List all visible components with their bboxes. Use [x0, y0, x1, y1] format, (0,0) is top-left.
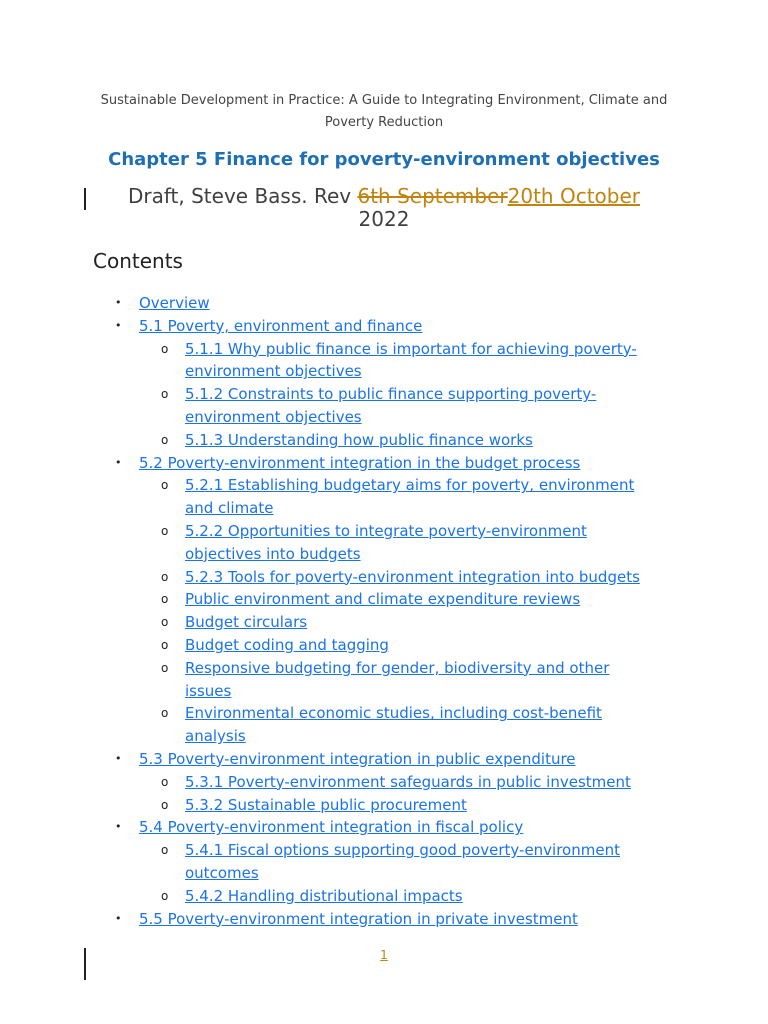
bullet-dot-icon: •	[115, 751, 122, 765]
bullet-circle-icon: o	[161, 706, 169, 721]
toc-link[interactable]: 5.5 Poverty-environment integration in private investment	[139, 909, 578, 928]
toc-entry	[0, 292, 659, 315]
bullet-dot-icon: •	[115, 318, 122, 332]
bullet-circle-icon: o	[161, 888, 169, 903]
bullet-circle-icon: o	[161, 523, 169, 538]
toc-link[interactable]: 5.2.3 Tools for poverty-environment integration into budgets	[185, 567, 640, 586]
toc-link[interactable]: Public environment and climate expenditure reviews	[185, 590, 581, 609]
bullet-dot-icon: •	[115, 820, 122, 834]
running-head: Sustainable Development in Practice: A Guide to Integrating Environment, Climate and Poverty Reduction	[100, 93, 668, 130]
toc-link[interactable]: 5.1 Poverty, environment and finance	[139, 316, 423, 335]
toc-entry	[0, 383, 659, 429]
toc-entry	[0, 657, 659, 703]
toc-link[interactable]: 5.4.2 Handling distributional impacts	[185, 886, 463, 905]
toc-entry	[0, 634, 659, 657]
page-number[interactable]: 1	[380, 948, 388, 962]
toc-entry	[0, 702, 659, 748]
toc-entry	[0, 474, 659, 520]
contents-heading: Contents	[93, 249, 183, 273]
bullet-circle-icon: o	[161, 592, 169, 607]
bullet-circle-icon: o	[161, 478, 169, 493]
bullet-dot-icon: •	[115, 296, 122, 309]
toc-link[interactable]: 5.1.3 Understanding how public finance works	[185, 430, 533, 449]
bullet-circle-icon: o	[161, 660, 169, 675]
table-of-contents	[0, 292, 768, 930]
toc-entry	[0, 315, 659, 338]
bullet-circle-icon: o	[161, 637, 169, 652]
toc-entry	[0, 520, 659, 566]
toc-link[interactable]: Overview	[139, 294, 210, 312]
chapter-title: Chapter 5 Finance for poverty-environment objectives	[108, 149, 660, 170]
toc-entry	[0, 429, 659, 452]
toc-entry	[0, 908, 659, 931]
draft-revision-line	[95, 185, 673, 231]
draft-prefix: Draft, Steve Bass. Rev	[127, 184, 358, 208]
toc-entry	[0, 816, 659, 839]
toc-entry	[0, 794, 659, 817]
toc-entry	[0, 566, 659, 589]
toc-link[interactable]: Budget coding and tagging	[185, 635, 389, 654]
toc-link[interactable]: 5.2.2 Opportunities to integrate poverty-environment objectives into budgets	[185, 521, 587, 563]
toc-link[interactable]: 5.1.2 Constraints to public finance supporting poverty-environment objectives	[185, 385, 597, 426]
change-bar	[84, 188, 86, 210]
toc-link[interactable]: 5.4 Poverty-environment integration in fiscal policy	[139, 818, 524, 837]
bullet-circle-icon: o	[161, 569, 169, 584]
toc-entry	[0, 452, 659, 475]
bullet-circle-icon: o	[161, 387, 169, 402]
toc-link[interactable]: Environmental economic studies, including cost-benefit analysis	[185, 704, 602, 746]
bullet-dot-icon: •	[115, 455, 122, 469]
toc-entry	[0, 611, 659, 634]
toc-link[interactable]: 5.4.1 Fiscal options supporting good poverty-environment outcomes	[185, 841, 620, 882]
toc-link[interactable]: Responsive budgeting for gender, biodiversity and other issues	[185, 658, 610, 700]
toc-entry	[0, 588, 659, 611]
toc-link[interactable]: 5.3 Poverty-environment integration in public expenditure	[139, 749, 576, 768]
toc-entry	[0, 748, 659, 771]
bullet-circle-icon: o	[161, 615, 169, 630]
toc-entry	[0, 338, 659, 384]
toc-link[interactable]: 5.1.1 Why public finance is important for achieving poverty-environment objectives	[185, 339, 637, 381]
bullet-circle-icon: o	[161, 341, 169, 356]
toc-entry	[0, 771, 659, 794]
toc-link[interactable]: 5.3.1 Poverty-environment safeguards in public investment	[185, 772, 631, 791]
toc-link[interactable]: 5.2.1 Establishing budgetary aims for poverty, environment and climate	[185, 476, 635, 518]
draft-year: 2022	[358, 207, 410, 231]
toc-link[interactable]: Budget circulars	[185, 613, 308, 632]
toc-entry	[0, 885, 659, 908]
toc-link[interactable]: 5.2 Poverty-environment integration in the budget process	[139, 453, 581, 472]
toc-link[interactable]: 5.3.2 Sustainable public procurement	[185, 795, 467, 814]
bullet-circle-icon: o	[161, 797, 169, 812]
bullet-dot-icon: •	[115, 911, 122, 925]
bullet-circle-icon: o	[161, 843, 169, 858]
deleted-revision-text: 6th September	[357, 184, 508, 208]
toc-entry	[0, 839, 659, 885]
bullet-circle-icon: o	[161, 432, 169, 447]
inserted-revision-text: 20th October	[507, 184, 641, 208]
bullet-circle-icon: o	[161, 774, 169, 789]
